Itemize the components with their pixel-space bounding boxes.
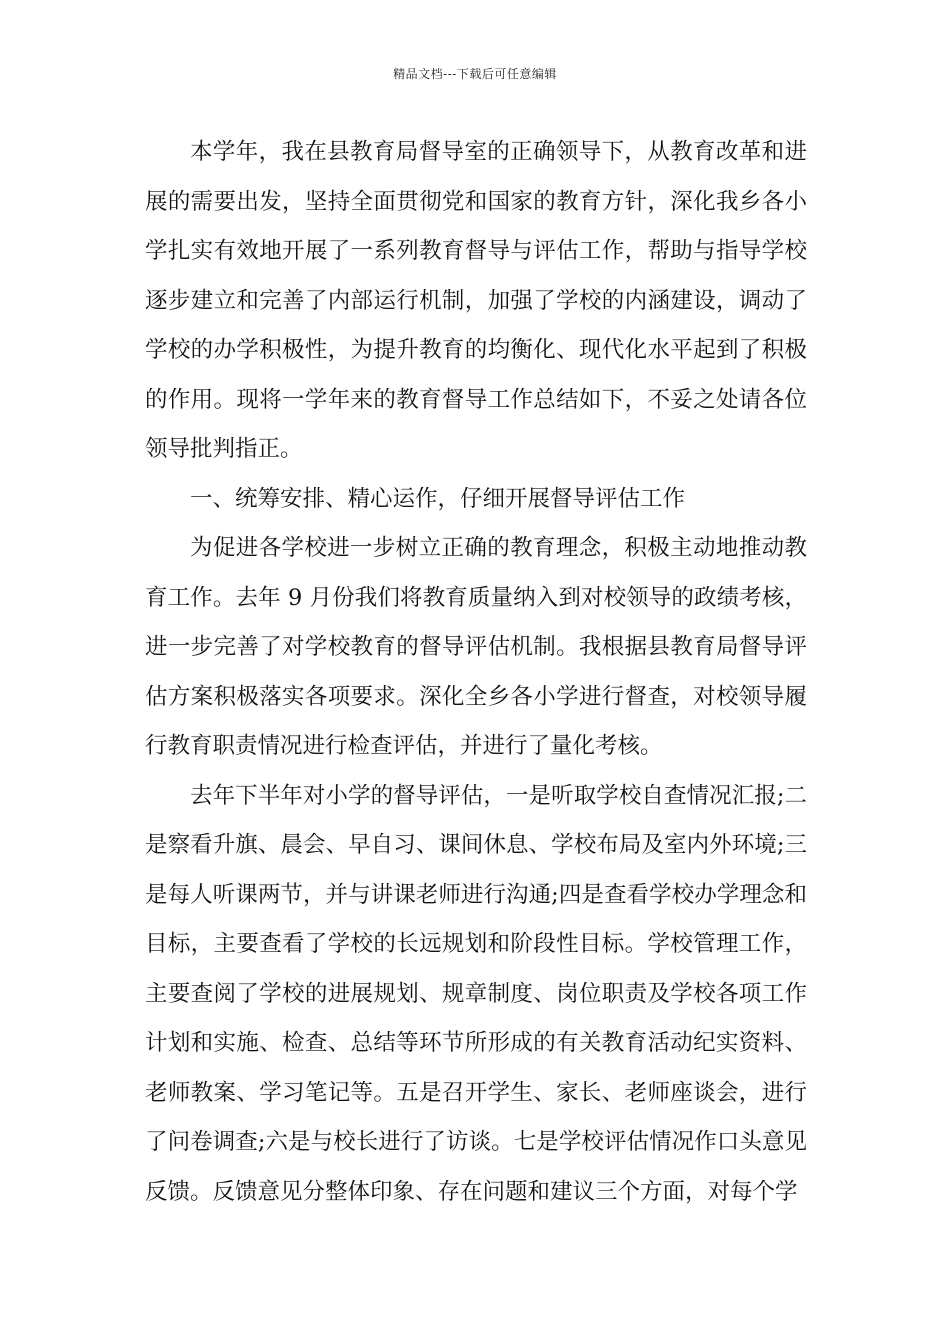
paragraph-evaluation-mechanism: 为促进各学校进一步树立正确的教育理念，积极主动地推动教育工作。去年 9 月份我们将教育质量纳入到对校领导的政绩考核，进一步完善了对学校教育的督导评估机制。我根据县教育局督导评估方案积极落实各项要求。深化全乡各小学进行督查，对校领导履行教育职责情况进行检查评估，并进行了量化考核。 (145, 535, 807, 759)
page-header: 精品文档---下载后可任意编辑 (393, 67, 557, 81)
document-body (145, 128, 807, 1217)
paragraph-evaluation-steps: 去年下半年对小学的督导评估，一是听取学校自查情况汇报;二是察看升旗、晨会、早自习、课间休息、学校布局及室内外环境;三是每人听课两节，并与讲课老师进行沟通;四是查看学校办学理念和目标，主要查看了学校的长远规划和阶段性目标。学校管理工作，主要查阅了学校的进展规划、规章制度、岗位职责及学校各项工作计划和实施、检查、总结等环节所形成的有关教育活动纪实资料、老师教案、学习笔记等。五是召开学生、家长、老师座谈会，进行了问卷调查;六是与校长进行了访谈。七是学校评估情况作口头意见反馈。反馈意见分整体印象、存在问题和建议三个方面，对每个学 (145, 782, 807, 1205)
section-heading: 一、统筹安排、精心运作，仔细开展督导评估工作 (190, 485, 686, 512)
paragraph-intro: 本学年，我在县教育局督导室的正确领导下，从教育改革和进展的需要出发，坚持全面贯彻党和国家的教育方针，深化我乡各小学扎实有效地开展了一系列教育督导与评估工作，帮助与指导学校逐步建立和完善了内部运行机制，加强了学校的内涵建设，调动了学校的办学积极性，为提升教育的均衡化、现代化水平起到了积极的作用。现将一学年来的教育督导工作总结如下，不妥之处请各位领导批判指正。 (145, 139, 807, 462)
